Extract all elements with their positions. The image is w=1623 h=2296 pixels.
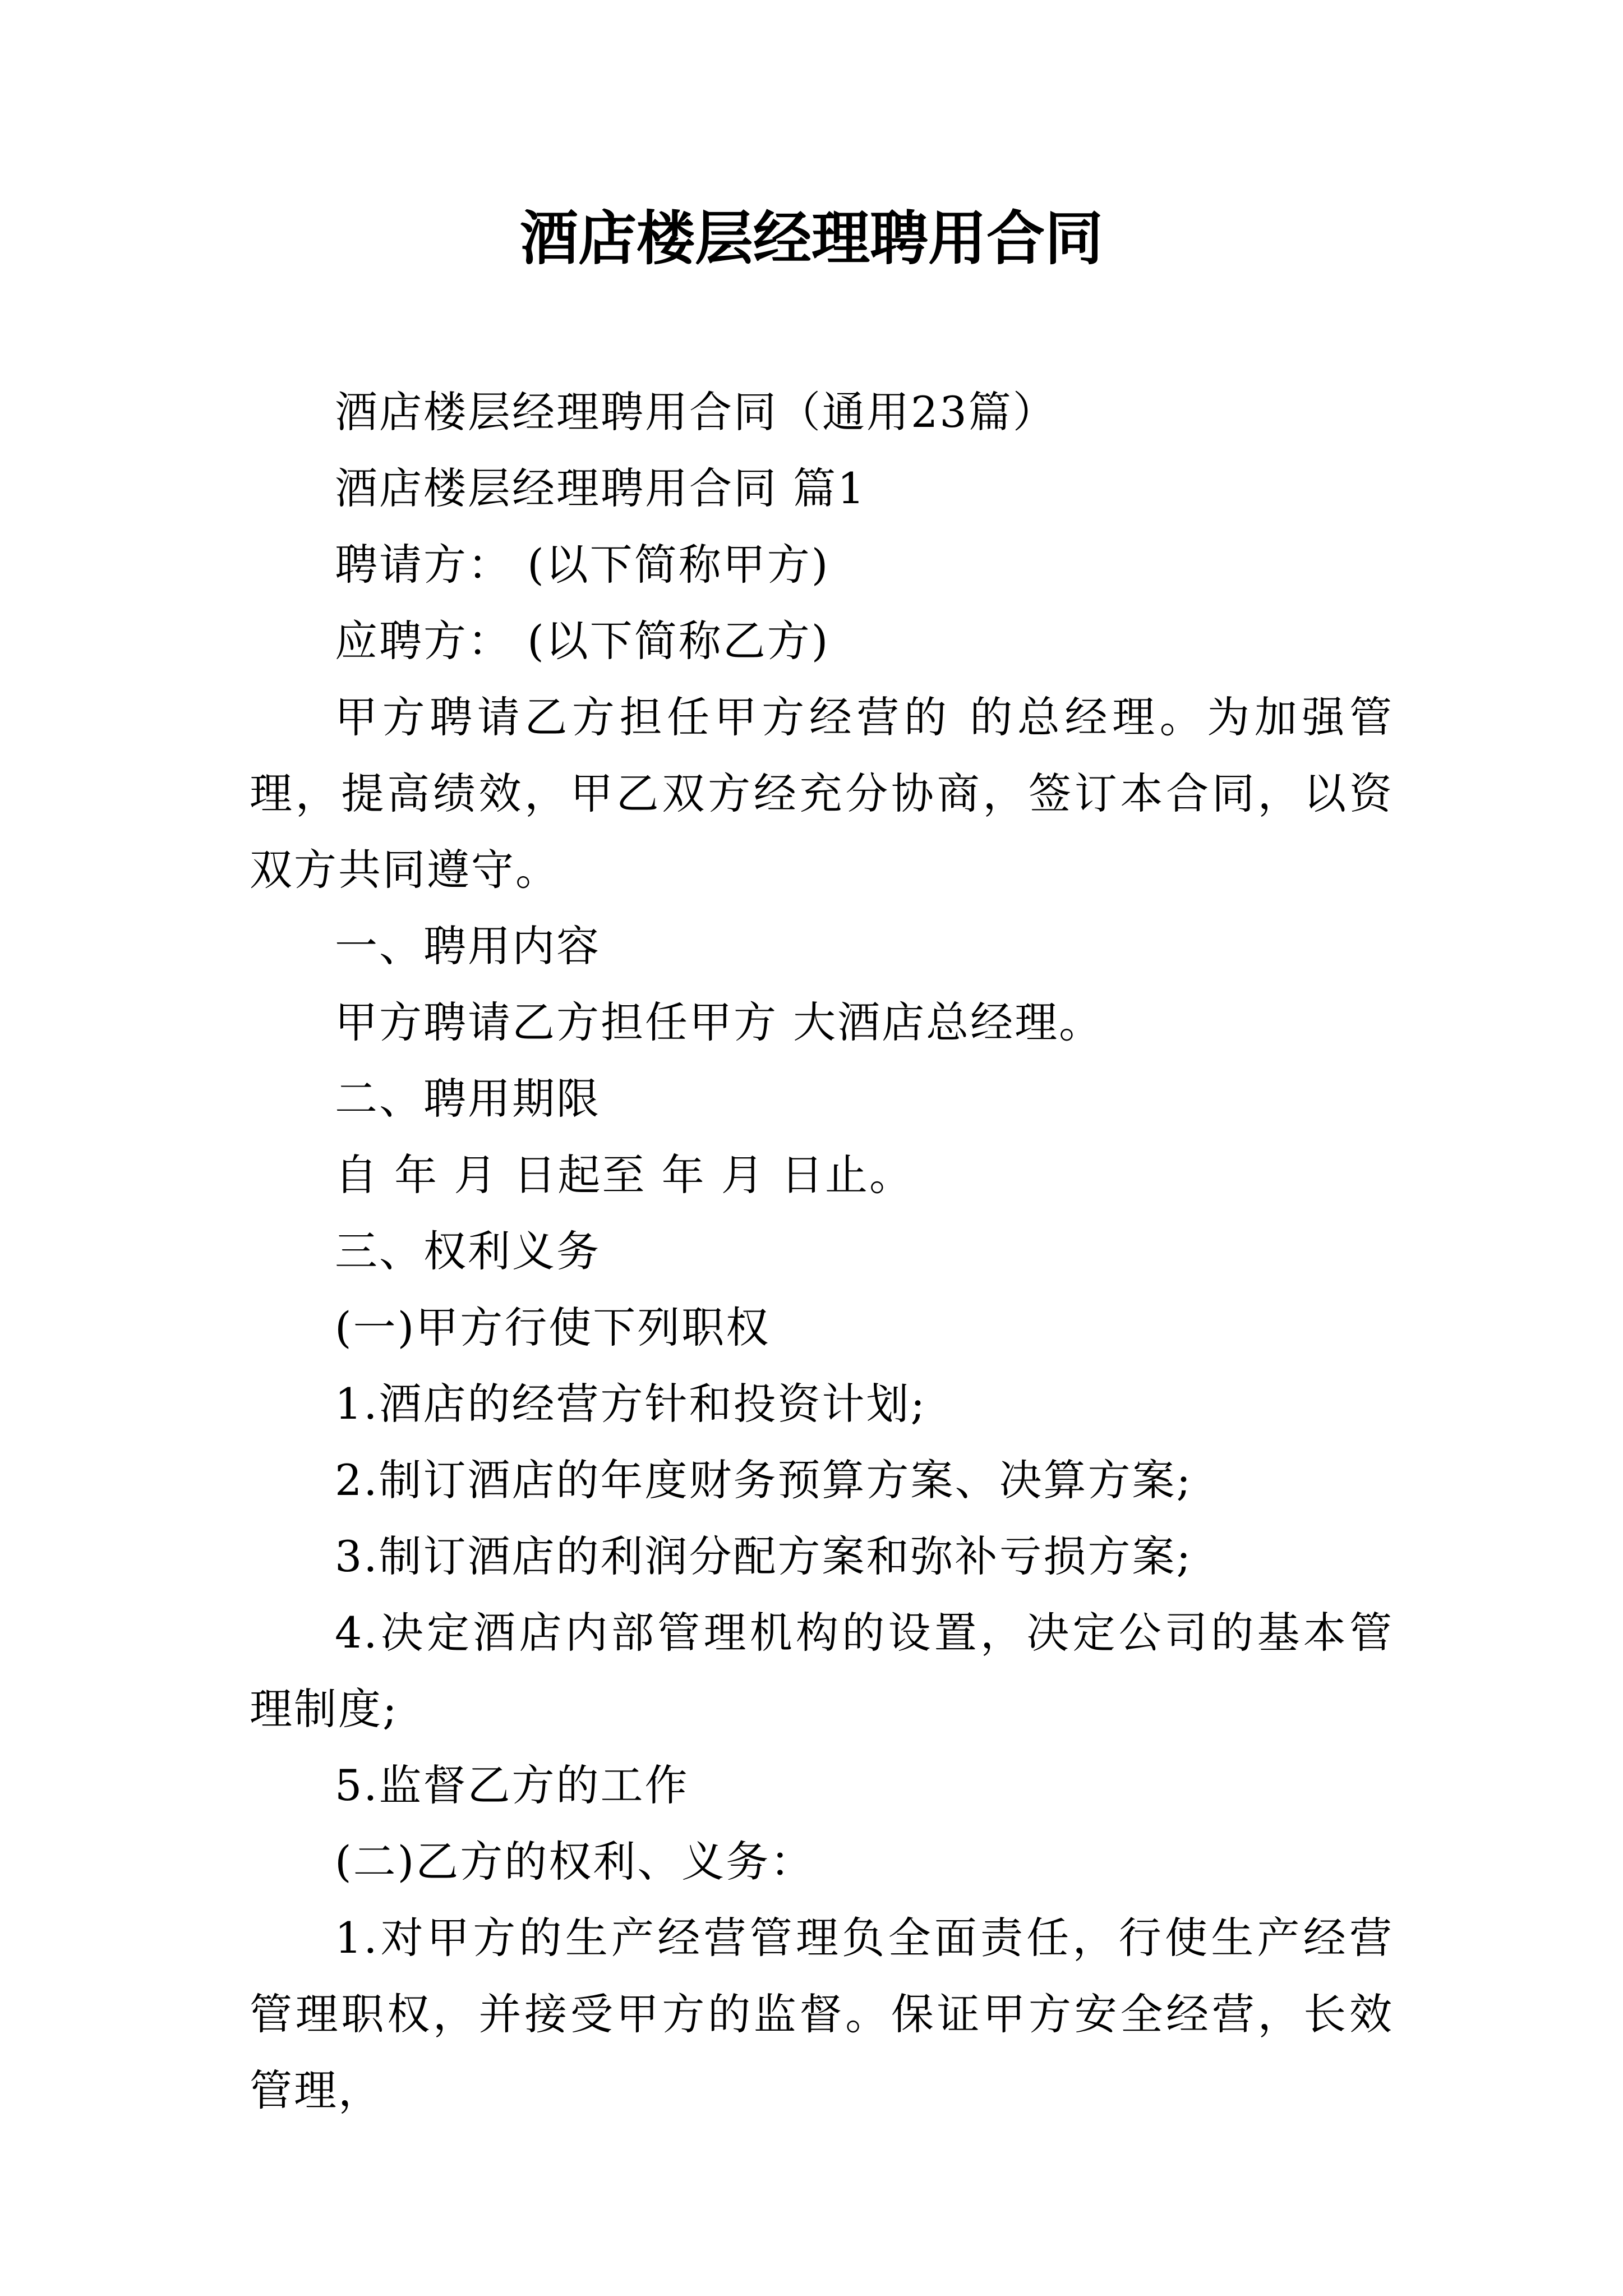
- paragraph: 甲方聘请乙方担任甲方 大酒店总经理。: [335, 997, 1104, 1047]
- paragraph: 酒店楼层经理聘用合同（通用23篇）: [335, 387, 1057, 437]
- list-item: 1.对甲方的生产经营管理负全面责任，行使生产经营管理职权，并接受甲方的监督。保证甲方安全经营，长效管理，: [250, 1913, 1394, 2115]
- paragraph: 酒店楼层经理聘用合同 篇1: [335, 463, 866, 513]
- section-heading: 一、聘用内容: [335, 921, 601, 971]
- paragraph: 甲方聘请乙方担任甲方经营的 的总经理。为加强管理，提高绩效，甲乙双方经充分协商，签订本合同，以资双方共同遵守。: [250, 692, 1394, 895]
- section-heading: 二、聘用期限: [335, 1074, 601, 1124]
- subsection-heading: (一)甲方行使下列职权: [335, 1303, 771, 1352]
- list-item: 4.决定酒店内部管理机构的设置，决定公司的基本管理制度;: [250, 1608, 1394, 1734]
- list-item: 5.监督乙方的工作: [335, 1760, 689, 1810]
- subsection-heading: (二)乙方的权利、义务：: [335, 1837, 815, 1887]
- paragraph: 自 年 月 日起至 年 月 日止。: [335, 1150, 914, 1200]
- list-item: 2.制订酒店的年度财务预算方案、决算方案;: [335, 1455, 1193, 1505]
- paragraph: 应聘方： (以下简称乙方): [335, 616, 830, 666]
- section-heading: 三、权利义务: [335, 1226, 601, 1276]
- list-item: 1.酒店的经营方针和投资计划;: [335, 1379, 927, 1429]
- list-item: 3.制订酒店的利润分配方案和弥补亏损方案;: [335, 1531, 1193, 1581]
- paragraph: 聘请方： (以下简称甲方): [335, 540, 830, 590]
- document-body: [250, 374, 1394, 2129]
- document-title: 酒店楼层经理聘用合同: [519, 204, 1103, 273]
